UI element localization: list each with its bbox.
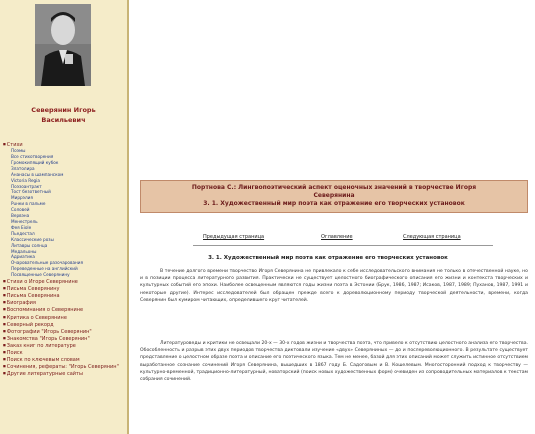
paragraph-1: В течение долгого времени творчество Игоря Северянина не привлекало к себе исследовательского внимания не только в отечественной науке, но и в позиции процесса литературного развития. Практически не существует целостного биографического описания его жизни и контекста творческих и культурных событий его эпохи. Наиболее освещенным являются годы жизни поэта в Эстонии (Брук, 1986, 1987; Исаков, 1987, 1989; Пуханов, 1987, 1991 и некоторые другие). Интерес исследователей был обращен прежде всего к дореволюционному периоду творческой деятельности, времени, когда Северянин был кумиром читающих, определившего круг читателей.: [140, 269, 528, 303]
section-heading: 3. 1. Художественный мир поэта как отражение его творческих установок: [208, 255, 448, 261]
main-content: [133, 0, 535, 434]
sidebar-nav-item[interactable]: Адриатика: [11, 254, 35, 260]
sidebar-nav-item[interactable]: Менестрель: [11, 218, 38, 224]
sidebar-nav-item[interactable]: Классические розы: [11, 236, 54, 242]
prev-page-link[interactable]: Предыдущая страница: [203, 234, 265, 240]
sidebar-nav-item[interactable]: ■ Критика о Северянине: [3, 314, 128, 321]
sidebar-nav-item[interactable]: ■ Северный рекорд: [3, 321, 128, 328]
sidebar-nav-item[interactable]: Тост безответный: [11, 189, 51, 195]
sidebar-nav-item[interactable]: Громокипящий кубок: [11, 159, 59, 165]
sidebar-nav-item[interactable]: Поэзоантракт: [11, 183, 42, 189]
paragraph-2: Литературоведы и критики не освещали 20-х — 30-х годов жизни и творчества поэта, что привело к отсутствию целостного анализа его творчества. Обособленность и разрыв этих двух периодов творчества диктовали изучение «двух» Северяниных — до и послереволюционного. В результате существует представление о целостном образе поэта и описание его поэтического языка. Тем не менее, базой для этих описаний может служить истинное отсутствием выработанное сознание сочинений Игоря Северянина, вышедших в 1867 году Б. Садоговым и В. Кошелевым. Многосторонний подход к творчеству — культурно-временной, традиционно-литературный, новаторский (поиск новых художественных форм) очевиден из сопроводительных материалов к текстам собрания сочинений.: [140, 341, 528, 383]
article-title-box: [140, 180, 528, 213]
sidebar-nav-item[interactable]: ■ Поиск: [3, 349, 128, 356]
sidebar-nav-item[interactable]: Puнки в пальме: [11, 201, 46, 207]
sidebar-nav-item[interactable]: ■ Заказ книг по литературе: [3, 342, 128, 349]
article-title-line2: Северянина: [313, 192, 355, 199]
sidebar-nav-item[interactable]: ■ Поиск по ключевым словам: [3, 356, 128, 363]
sidebar-nav-item[interactable]: Литавры солнца: [11, 242, 48, 248]
next-page-link[interactable]: Следующая страница: [403, 234, 461, 240]
sidebar-nav-item[interactable]: Victoria Regia: [11, 177, 40, 183]
author-name-line2: Васильевич: [41, 116, 86, 124]
sidebar-nav-item[interactable]: Очаровательные разочарования: [11, 260, 83, 266]
sidebar-nav-item[interactable]: Соловей: [11, 207, 30, 213]
sidebar-nav-item[interactable]: Златолира: [11, 165, 35, 171]
sidebar-nav-item[interactable]: Все стихотворения: [11, 154, 54, 159]
sidebar-nav-item[interactable]: ■ Биография: [3, 299, 128, 306]
author-portrait: [35, 4, 91, 86]
sidebar-nav-item[interactable]: Миррэлия: [11, 195, 33, 201]
sidebar-nav-item[interactable]: ■ Письма Северянину: [3, 285, 128, 292]
author-name: [0, 105, 127, 125]
sidebar-nav-item[interactable]: ■ Знакомства "Игорь Северянин": [3, 335, 128, 342]
sidebar-nav-item[interactable]: ■ Письма Северянина: [3, 292, 128, 299]
sidebar-nav-item[interactable]: ■ Фотографии "Игорь Северянин": [3, 328, 128, 335]
portrait-image: [35, 4, 91, 86]
sidebar-nav-item[interactable]: Поэмы: [11, 148, 26, 154]
page-navigation: [193, 234, 493, 246]
article-title-line3: 3. 1. Художественный мир поэта как отражение его творческих установок: [203, 200, 465, 207]
sidebar-nav-item[interactable]: ■ Другие литературные сайты: [3, 370, 128, 377]
sidebar-nav-item[interactable]: Фея Eiole: [11, 224, 32, 230]
sidebar-nav-item[interactable]: Ананасы в шампанском: [11, 171, 64, 177]
sidebar-nav-item[interactable]: ■ Воспоминания о Северянине: [3, 306, 128, 313]
article-title-line1: Портнова С.: Лингвопоэтический аспект оценочных значений в творчестве Игоря: [191, 184, 477, 191]
sidebar-nav-item[interactable]: ■ Стихи о Игоре Северянине: [3, 278, 128, 285]
sidebar-nav-item[interactable]: Переведенные на английский: [11, 266, 78, 272]
sidebar-nav-item[interactable]: Медальоны: [11, 248, 37, 254]
contents-link[interactable]: Оглавление: [321, 234, 353, 240]
sidebar-nav-item[interactable]: ■ Сочинения, рефераты: "Игорь Северянин": [3, 363, 128, 370]
sidebar-nav: [3, 141, 128, 377]
author-name-line1: Северянин Игорь: [31, 106, 96, 114]
sidebar-nav-item[interactable]: Посвященные Северянину: [11, 272, 70, 278]
sidebar-nav-item[interactable]: Пьедестал: [11, 230, 35, 236]
sidebar-nav-item[interactable]: ■ Стихи: [3, 141, 128, 148]
sidebar: [0, 0, 129, 434]
sidebar-nav-item[interactable]: Вервэна: [11, 213, 30, 219]
